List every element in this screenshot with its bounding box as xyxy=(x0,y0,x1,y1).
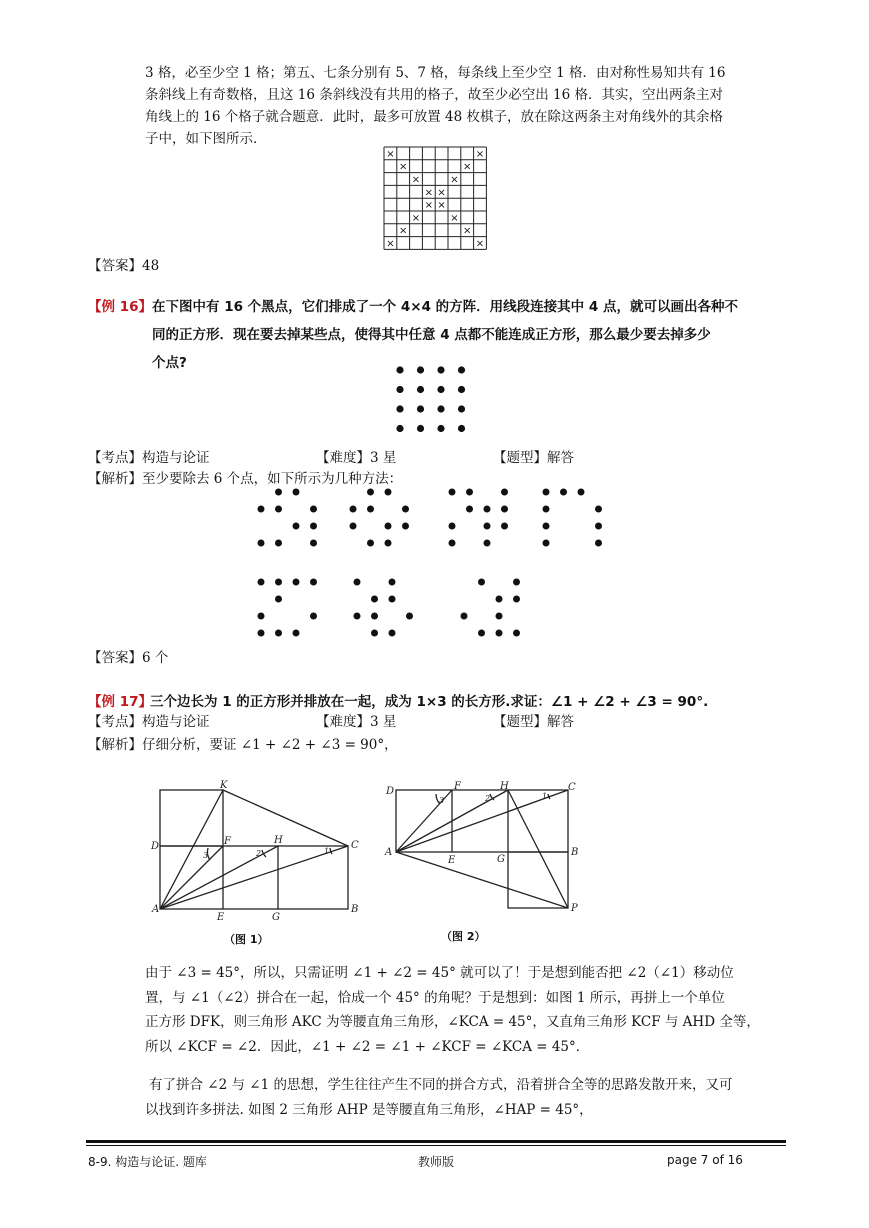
solution-dot xyxy=(310,540,317,547)
solution-dot xyxy=(385,523,392,530)
board-cross-mark: × xyxy=(450,174,459,186)
board-cross-mark: × xyxy=(399,225,408,237)
proof-line: 以找到许多拼法. 如图 2 三角形 AHP 是等腰直角三角形，∠HAP = 45°， xyxy=(145,1101,593,1118)
figure-2-caption: （图 2） xyxy=(441,930,486,943)
solution-dot xyxy=(258,630,265,637)
solution-dot xyxy=(275,506,282,513)
solution-dot xyxy=(293,523,300,530)
answer-value: 48 xyxy=(142,258,160,274)
solution-dot xyxy=(367,540,374,547)
board-cross-mark: × xyxy=(424,200,433,212)
solution-dot xyxy=(513,579,520,586)
intro-paragraph xyxy=(145,62,795,150)
kaodian: 【考点】构造与论证 xyxy=(88,714,210,730)
example-tag: 【例 17】 xyxy=(88,694,152,710)
fig2-angle-1: 1 xyxy=(542,792,548,801)
fig2-line-ap xyxy=(396,852,568,908)
solution-dot xyxy=(371,596,378,603)
solution-dot xyxy=(484,506,491,513)
board-cross-mark: × xyxy=(437,187,446,199)
solution-dot xyxy=(543,506,550,513)
fig1-label-g: G xyxy=(272,912,280,923)
intro-line: 条斜线上有奇数格，且这 16 条斜线没有共用的格子，故至少必空出 16 格．其实，空出两条主对 xyxy=(145,87,724,103)
fig1-top-square xyxy=(160,790,223,846)
solution-dot xyxy=(595,523,602,530)
solution-dot xyxy=(595,506,602,513)
grid-dot xyxy=(417,386,424,393)
solution-dot xyxy=(496,596,503,603)
grid-dot xyxy=(437,405,444,412)
solution-dot xyxy=(513,630,520,637)
solution-dot xyxy=(350,523,357,530)
fig2-angle-2: 2 xyxy=(485,794,491,803)
fig1-label-b: B xyxy=(351,904,359,915)
solution-dot xyxy=(371,613,378,620)
solution-dot xyxy=(543,523,550,530)
solution-dot xyxy=(385,489,392,496)
board-cross-mark: × xyxy=(450,212,459,224)
solution-dot xyxy=(449,523,456,530)
example-17-question xyxy=(88,691,798,713)
solution-dot xyxy=(275,540,282,547)
analysis-17: 【解析】仔细分析，要证 ∠1 + ∠2 + ∠3 = 90°， xyxy=(88,737,398,753)
board-cross-mark: × xyxy=(463,225,472,237)
grid-dot xyxy=(396,425,403,432)
solution-dot xyxy=(367,506,374,513)
solution-dot xyxy=(258,540,265,547)
question-line: 个点? xyxy=(152,355,187,371)
proof-line: 置，与 ∠1（∠2）拼合在一起，恰成一个 45° 的角呢？于是想到：如图 1 所示，再拼上一个单位 xyxy=(145,989,725,1006)
figure-1-diagram xyxy=(148,780,359,923)
solution-dot xyxy=(543,540,550,547)
board-cross-mark: × xyxy=(411,174,421,186)
grid-dot xyxy=(458,405,465,412)
solution-dot xyxy=(501,489,508,496)
grid-dot xyxy=(396,405,403,412)
solution-dot xyxy=(310,523,317,530)
footer-page-number: page 7 of 16 xyxy=(667,1153,743,1167)
solution-dot xyxy=(350,506,357,513)
footer-rule xyxy=(86,1140,786,1143)
solution-dot xyxy=(484,523,491,530)
fig1-angle-2: 2 xyxy=(256,849,262,858)
fig1-line-kc xyxy=(223,790,348,846)
proof-paragraph-2 xyxy=(145,1073,795,1122)
solution-dot xyxy=(402,506,409,513)
solution-dot xyxy=(501,506,508,513)
answer-15 xyxy=(88,255,159,277)
answer-value: 6 个 xyxy=(142,650,169,666)
fig2-label-d: D xyxy=(386,786,395,797)
fig2-label-p: P xyxy=(571,903,578,914)
intro-line: 子中，如下图所示． xyxy=(145,131,267,147)
solution-dot xyxy=(310,506,317,513)
solution-dot xyxy=(389,596,396,603)
solution-dot xyxy=(578,489,585,496)
answer-16 xyxy=(88,647,168,669)
fig2-label-e: E xyxy=(448,855,456,866)
fig1-line-af xyxy=(160,846,223,909)
proof-paragraph-1 xyxy=(145,961,795,1059)
solution-dot xyxy=(389,630,396,637)
solution-dot xyxy=(258,579,265,586)
grid-dot xyxy=(396,386,403,393)
board-cross-mark: × xyxy=(475,238,485,250)
solution-dot xyxy=(543,489,550,496)
solution-dot xyxy=(367,489,374,496)
answer-label: 【答案】 xyxy=(88,650,142,666)
board-cross-mark: × xyxy=(386,238,395,250)
proof-line: 所以 ∠KCF = ∠2．因此，∠1 + ∠2 = ∠1 + ∠KCF = ∠KCA = 45°． xyxy=(145,1038,590,1055)
solution-dot xyxy=(354,613,361,620)
solution-dot xyxy=(275,489,282,496)
footer-center: 教师版 xyxy=(418,1155,455,1169)
solution-dot xyxy=(275,579,282,586)
board-cross-mark: × xyxy=(475,148,485,160)
board-cross-mark: × xyxy=(424,187,433,199)
solution-dot xyxy=(258,506,265,513)
solution-dot xyxy=(293,630,300,637)
nandu: 【难度】3 星 xyxy=(316,714,397,730)
dot-array-4x4 xyxy=(392,362,472,442)
solution-dot xyxy=(293,579,300,586)
tixing: 【题型】解答 xyxy=(493,714,574,730)
fig1-label-h: H xyxy=(274,835,283,846)
footer-left: 8-9. 构造与论证. 题库 xyxy=(88,1155,207,1169)
example-tag: 【例 16】 xyxy=(88,299,152,315)
solution-dot xyxy=(389,579,396,586)
fig1-label-c: C xyxy=(351,840,359,851)
proof-line: 由于 ∠3 = 45°，所以，只需证明 ∠1 + ∠2 = 45° 就可以了！于是想到能否把 ∠2（∠1）移动位 xyxy=(145,965,734,981)
solution-dot xyxy=(513,596,520,603)
fig2-label-f: F xyxy=(454,781,461,792)
fig2-label-c: C xyxy=(568,782,576,793)
fig1-angle-1: 1 xyxy=(324,847,330,856)
grid-dot xyxy=(437,386,444,393)
solution-dot xyxy=(310,579,317,586)
solution-dot xyxy=(461,613,468,620)
board-cross-mark: × xyxy=(463,161,472,173)
fig2-angle-3: 3 xyxy=(439,796,445,805)
solution-dot xyxy=(484,540,491,547)
solution-dot xyxy=(402,523,409,530)
fig2-line-hp xyxy=(508,790,568,908)
board-cross-mark: × xyxy=(399,161,408,173)
solution-dot xyxy=(354,579,361,586)
solution-dot xyxy=(258,613,265,620)
solution-dot xyxy=(595,540,602,547)
solution-dot xyxy=(385,540,392,547)
question-line: 在下图中有 16 个黑点，它们排成了一个 4×4 的方阵．用线段连接其中 4 点，就可以画出各种不 xyxy=(152,299,738,315)
question-line: 同的正方形．现在要去掉某些点，使得其中任意 4 点都不能连成正方形，那么最少要去掉多少 xyxy=(152,327,711,343)
figure-1-caption: （图 1） xyxy=(224,933,269,946)
grid-dot xyxy=(417,366,424,373)
fig1-label-d: D xyxy=(151,841,160,852)
solution-dot xyxy=(371,630,378,637)
solution-dot xyxy=(478,630,485,637)
proof-line: 正方形 DFK，则三角形 AKC 为等腰直角三角形，∠KCA = 45°，又直角三角形 KCF 与 AHD 全等， xyxy=(145,1014,760,1030)
chessboard-figure xyxy=(383,146,487,250)
board-cross-mark: × xyxy=(386,148,395,160)
grid-dot xyxy=(417,425,424,432)
nandu: 【难度】3 星 xyxy=(316,450,397,466)
fig1-label-f: F xyxy=(224,836,231,847)
solution-dot xyxy=(466,489,473,496)
intro-line: 3 格，必至少空 1 格；第五、七条分别有 5、7 格，每条线上至少空 1 格．由对称性易知共有 16 xyxy=(145,65,726,81)
fig2-label-a: A xyxy=(385,847,393,858)
solution-dot xyxy=(293,489,300,496)
solution-dot xyxy=(449,489,456,496)
footer-rule-thin xyxy=(86,1145,786,1146)
grid-dot xyxy=(458,386,465,393)
solution-dot xyxy=(478,579,485,586)
solution-dot xyxy=(275,596,282,603)
fig1-angle-3: 3 xyxy=(203,851,209,860)
figure-2-diagram xyxy=(382,782,597,922)
fig2-label-b: B xyxy=(571,847,579,858)
solution-dot xyxy=(501,523,508,530)
fig2-bottom-square xyxy=(508,852,568,908)
fig1-label-a: A xyxy=(152,904,160,915)
proof-line: 有了拼合 ∠2 与 ∠1 的思想，学生往往产生不同的拼合方式，沿着拼合全等的思路发散开来，又可 xyxy=(149,1077,733,1093)
solution-dot xyxy=(496,613,503,620)
fig1-label-k: K xyxy=(220,780,228,791)
fig2-label-h: H xyxy=(500,781,509,792)
grid-dot xyxy=(396,366,403,373)
intro-line: 角线上的 16 个格子就合题意．此时，最多可放置 48 枚棋子，放在除这两条主对角线外的其余格 xyxy=(145,109,724,125)
grid-dot xyxy=(458,366,465,373)
solution-dot xyxy=(310,613,317,620)
fig2-label-g: G xyxy=(497,854,505,865)
solution-dot xyxy=(275,630,282,637)
solution-dot xyxy=(466,506,473,513)
board-cross-mark: × xyxy=(437,200,446,212)
grid-dot xyxy=(437,366,444,373)
analysis-16: 【解析】至少要除去 6 个点，如下所示为几种方法： xyxy=(88,471,403,487)
solution-dot xyxy=(449,540,456,547)
solution-dot xyxy=(496,630,503,637)
board-cross-mark: × xyxy=(411,212,421,224)
kaodian: 【考点】构造与论证 xyxy=(88,450,210,466)
question-line: 三个边长为 1 的正方形并排放在一起，成为 1×3 的长方形.求证：∠1 + ∠2 + ∠3 = 90°. xyxy=(150,694,709,710)
grid-dot xyxy=(417,405,424,412)
grid-dot xyxy=(437,425,444,432)
tixing: 【题型】解答 xyxy=(493,450,574,466)
grid-dot xyxy=(458,425,465,432)
solution-dot xyxy=(560,489,567,496)
removal-solutions-figure xyxy=(252,488,612,646)
answer-label: 【答案】 xyxy=(88,258,142,274)
solution-dot xyxy=(406,613,413,620)
fig1-label-e: E xyxy=(217,912,225,923)
